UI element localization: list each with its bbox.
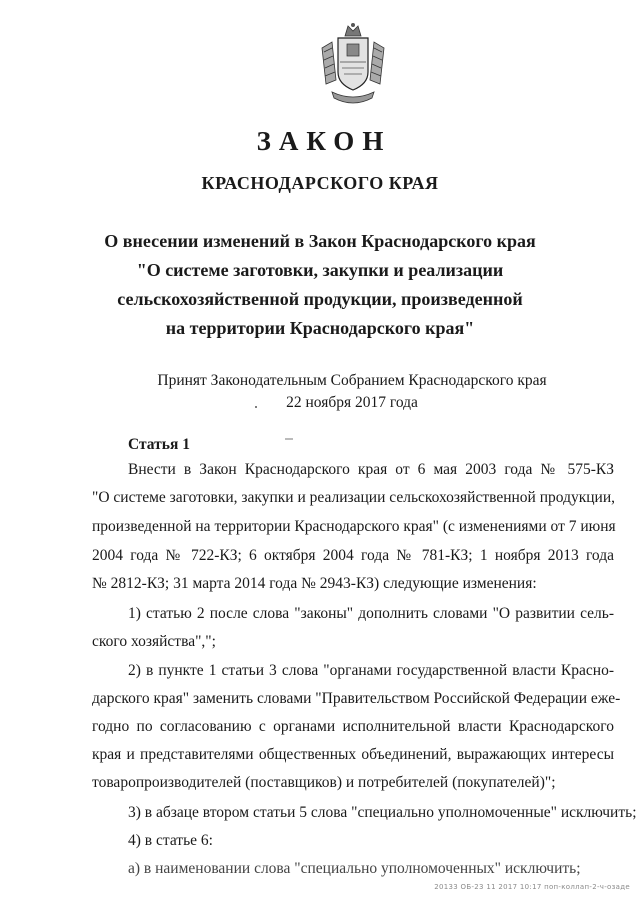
scan-speck [285,438,293,440]
law-name-line: на территории Краснодарского края" [165,318,475,338]
adoption-body: Принят Законодательным Собранием Краснодарского края [157,372,547,389]
coat-of-arms-icon [318,22,388,108]
law-name [0,227,640,343]
body-line: произведенной на территории Краснодарского края" (с изменениями от 7 июня [92,518,616,535]
body-line: дарского края" заменить словами "Правительством Российской Федерации еже- [92,690,621,707]
body-line: 4) в статье 6: [128,832,213,849]
body-line: ского хозяйства","; [92,633,216,650]
scan-speck [255,406,257,408]
document-subtitle: КРАСНОДАРСКОГО КРАЯ [201,173,439,193]
body-line: № 2812-КЗ; 31 марта 2014 года № 2943-КЗ) следующие изменения: [92,575,537,592]
law-name-line: "О системе заготовки, закупки и реализации [136,260,504,280]
law-name-line: сельскохозяйственной продукции, произведенной [117,289,523,309]
body-line: "О системе заготовки, закупки и реализации сельскохозяйственной продукции, [92,489,615,506]
adoption-date: 22 ноября 2017 года [286,394,418,411]
body-line: края и представителями общественных объединений, выражающих интересы [92,746,614,763]
document-footer-code: 20133 ОБ-23 11 2017 10:17 поп-коллап-2-ч-озаде [434,883,630,891]
body-line: товаропроизводителей (поставщиков) и потребителей (покупателей)"; [92,774,556,791]
adoption-info [0,370,640,414]
body-line: 1) статью 2 после слова "законы" дополнить словами "О развитии сель- [128,605,614,622]
article-heading: Статья 1 [128,436,190,453]
body-line: годно по согласованию с органами исполнительной власти Краснодарского [92,718,614,735]
body-line: Внести в Закон Краснодарского края от 6 мая 2003 года № 575-КЗ [128,461,614,478]
document-title: ЗАКОН [256,126,392,156]
body-line: 2004 года № 722-КЗ; 6 октября 2004 года № 781-КЗ; 1 ноября 2013 года [92,547,614,564]
body-line: 2) в пункте 1 статьи 3 слова "органами государственной власти Красно- [128,662,614,679]
body-line: а) в наименовании слова "специально уполномоченных" исключить; [128,860,581,877]
body-line: 3) в абзаце втором статьи 5 слова "специально уполномоченные" исключить; [128,804,637,821]
law-name-line: О внесении изменений в Закон Краснодарского края [104,231,536,251]
